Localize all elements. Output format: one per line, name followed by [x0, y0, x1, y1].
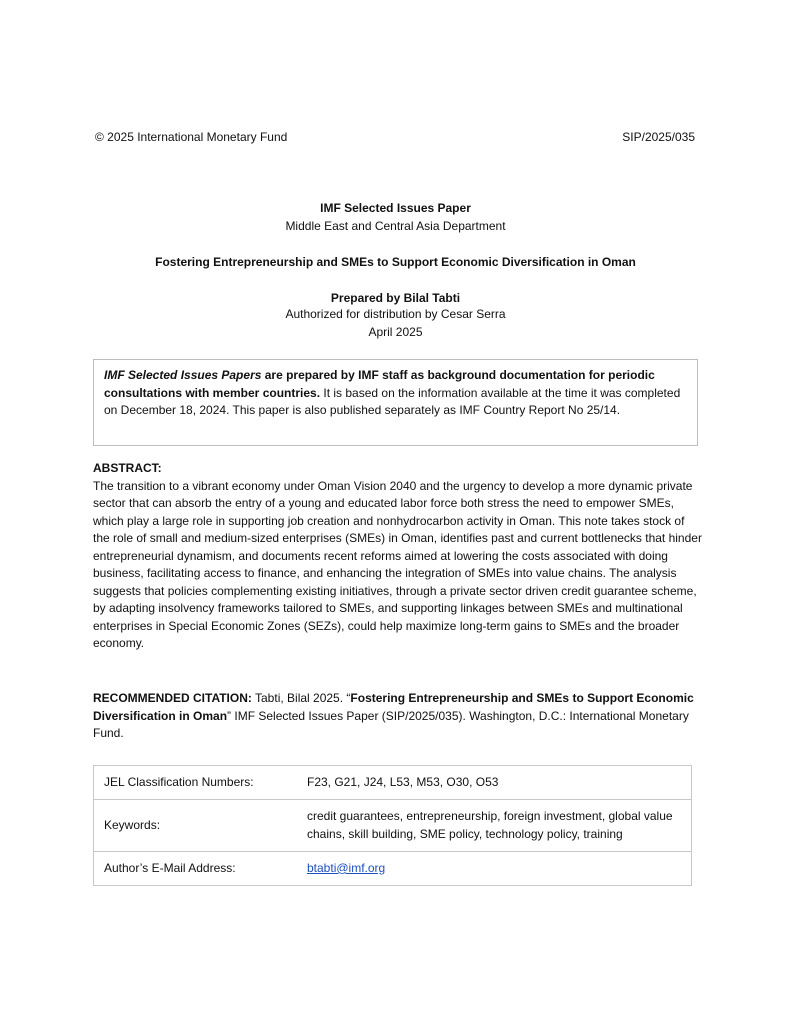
disclaimer-italic-lead: IMF Selected Issues Papers: [104, 368, 262, 382]
email-label: Author’s E-Mail Address:: [94, 852, 300, 886]
disclaimer-normal-text: It is based on the information available at the time it was completed on December 18, 2024. This paper is also published separately as IMF Country Report No 25/14.: [104, 385, 681, 417]
abstract-heading: ABSTRACT:: [93, 461, 162, 475]
classification-table: [93, 765, 692, 886]
disclaimer-text: [104, 367, 687, 420]
table-row: [94, 800, 692, 852]
citation-rest: ” IMF Selected Issues Paper (SIP/2025/035). Washington, D.C.: International Monetary Fund.: [93, 708, 689, 740]
author-email-link[interactable]: btabti@imf.org: [307, 860, 386, 875]
citation-label: RECOMMENDED CITATION:: [93, 691, 252, 705]
abstract-body: The transition to a vibrant economy under Oman Vision 2040 and the urgency to develop a more dynamic private sector that can absorb the entry of a young and educated labor force both stress the need to empower SMEs, which play a large role in supporting job creation and nonhydrocarbon activity in Oman. This note takes stock of the role of small and medium-sized enterprises (SMEs) in Oman, identifies past and current bottlenecks that hinder entrepreneurial dynamism, and documents recent reforms aimed at lowering the costs associated with doing business, facilitating access to finance, and enhancing the integration of SMEs into value chains. The analysis suggests that policies complementing existing initiatives, through a private sector driven credit guarantee scheme, by adapting insolvency frameworks tailored to SMEs, and supporting linkages between SMEs and multinational enterprises in Special Economic Zones (SEZs), could help maximize long-term gains to SMEs and the broader economy.: [93, 478, 702, 650]
citation-section: [93, 690, 703, 743]
abstract-section: [93, 460, 703, 653]
table-row: [94, 766, 692, 800]
table-row: [94, 852, 692, 886]
disclaimer-box: [93, 359, 698, 446]
citation-author: Tabti, Bilal 2025. “: [251, 691, 351, 705]
email-cell: [299, 852, 692, 886]
copyright-notice: © 2025 International Monetary Fund: [95, 130, 288, 144]
keywords-label: Keywords:: [94, 800, 300, 852]
disclaimer-bold-text: are prepared by IMF staff as background documentation for periodic consultations with member countries.: [104, 368, 655, 400]
department: Middle East and Central Asia Department: [285, 219, 506, 233]
prepared-by: Prepared by Bilal Tabti: [330, 291, 461, 305]
paper-title: Fostering Entrepreneurship and SMEs to Support Economic Diversification in Oman: [155, 255, 636, 269]
jel-label: JEL Classification Numbers:: [94, 766, 300, 800]
jel-value: F23, G21, J24, L53, M53, O30, O53: [299, 766, 692, 800]
paper-type: IMF Selected Issues Paper: [320, 201, 471, 215]
keywords-value: credit guarantees, entrepreneurship, foreign investment, global value chains, skill building, SME policy, technology policy, training: [299, 800, 692, 852]
paper-code: SIP/2025/035: [622, 130, 695, 144]
citation-title: Fostering Entrepreneurship and SMEs to Support Economic Diversification in Oman: [93, 691, 694, 723]
publication-date: April 2025: [368, 325, 423, 339]
authorized-by: Authorized for distribution by Cesar Serra: [285, 307, 506, 321]
